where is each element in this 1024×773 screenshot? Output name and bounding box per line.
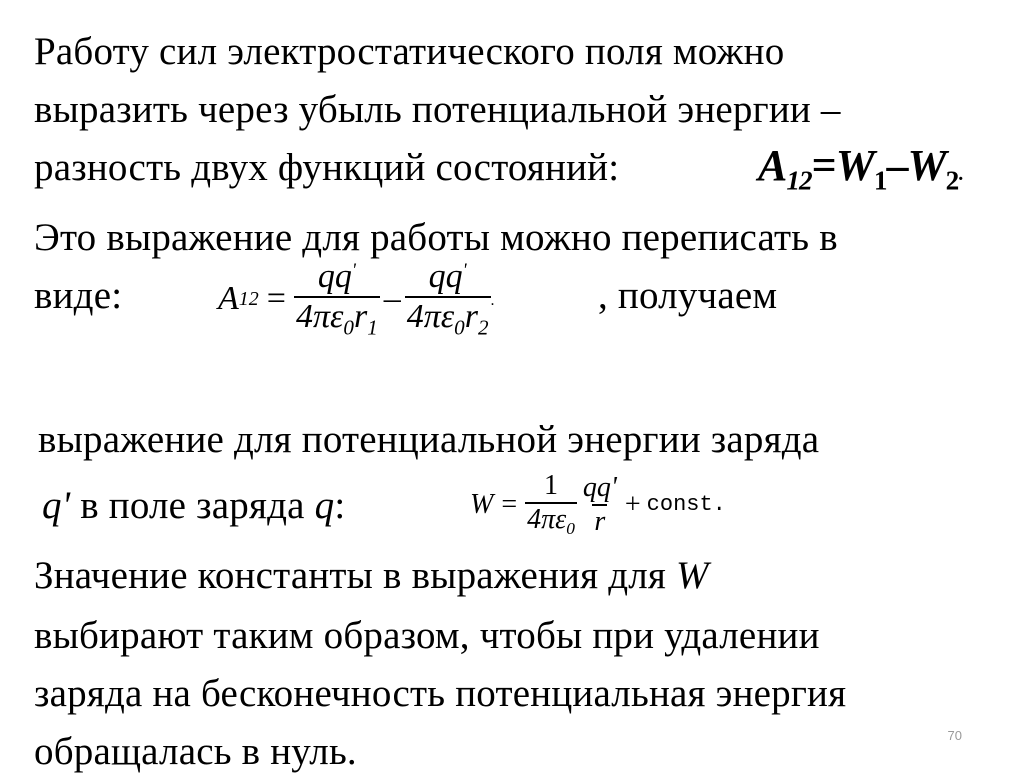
fraction-1: $\frac{qq'}{4\pi\varepsilon_0r_1}$ <box>295 258 378 340</box>
text-line-6: выражение для потенциальной энергии заряда <box>38 418 820 461</box>
text-line-10: заряда на бесконечность потенциальная энергия <box>34 672 847 715</box>
fraction-charges: $\frac{qq'}{r}$ <box>582 471 617 537</box>
page-number: 70 <box>947 728 962 743</box>
text-line-4: Это выражение для работы можно переписать в <box>34 216 838 259</box>
formula-work-energy: $A_{12}=W_1-W_2$. <box>758 141 963 196</box>
text-line-1: Работу сил электростатического поля можно <box>34 30 785 73</box>
var-q: q <box>314 484 335 527</box>
text-line-2: выразить через убыль потенциальной энергии – <box>34 88 841 131</box>
var-q-prime: q' <box>42 484 71 527</box>
text-line-9: выбирают таким образом, чтобы при удалении <box>34 614 820 657</box>
text-line-5-suffix: , получаем <box>598 274 778 317</box>
fraction-coefficient: $\frac{1}{4\pi\varepsilon_0}$ <box>527 470 575 539</box>
fraction-2: $\frac{qq'}{4\pi\varepsilon_0r_2}$ <box>406 258 489 340</box>
text-line-8: Значение константы в выражения для W <box>34 554 709 597</box>
formula-work-charges: A 12 = $\frac{qq'}{4\pi\varepsilon_0r_1}$ – $\frac{qq'}{4\pi\varepsilon_0r_2}$ . <box>218 258 495 340</box>
text-line-11: обращалась в нуль. <box>34 730 357 773</box>
var-w: W <box>676 554 709 597</box>
text-line-3: разность двух функций состояний: <box>34 146 620 189</box>
text-line-7: q' в поле заряда q: <box>42 484 346 527</box>
formula-potential-energy: W = $\frac{1}{4\pi\varepsilon_0}$ $\frac{qq'}{r}$ + const. <box>470 470 726 539</box>
text-line-5: виде: <box>34 274 123 317</box>
